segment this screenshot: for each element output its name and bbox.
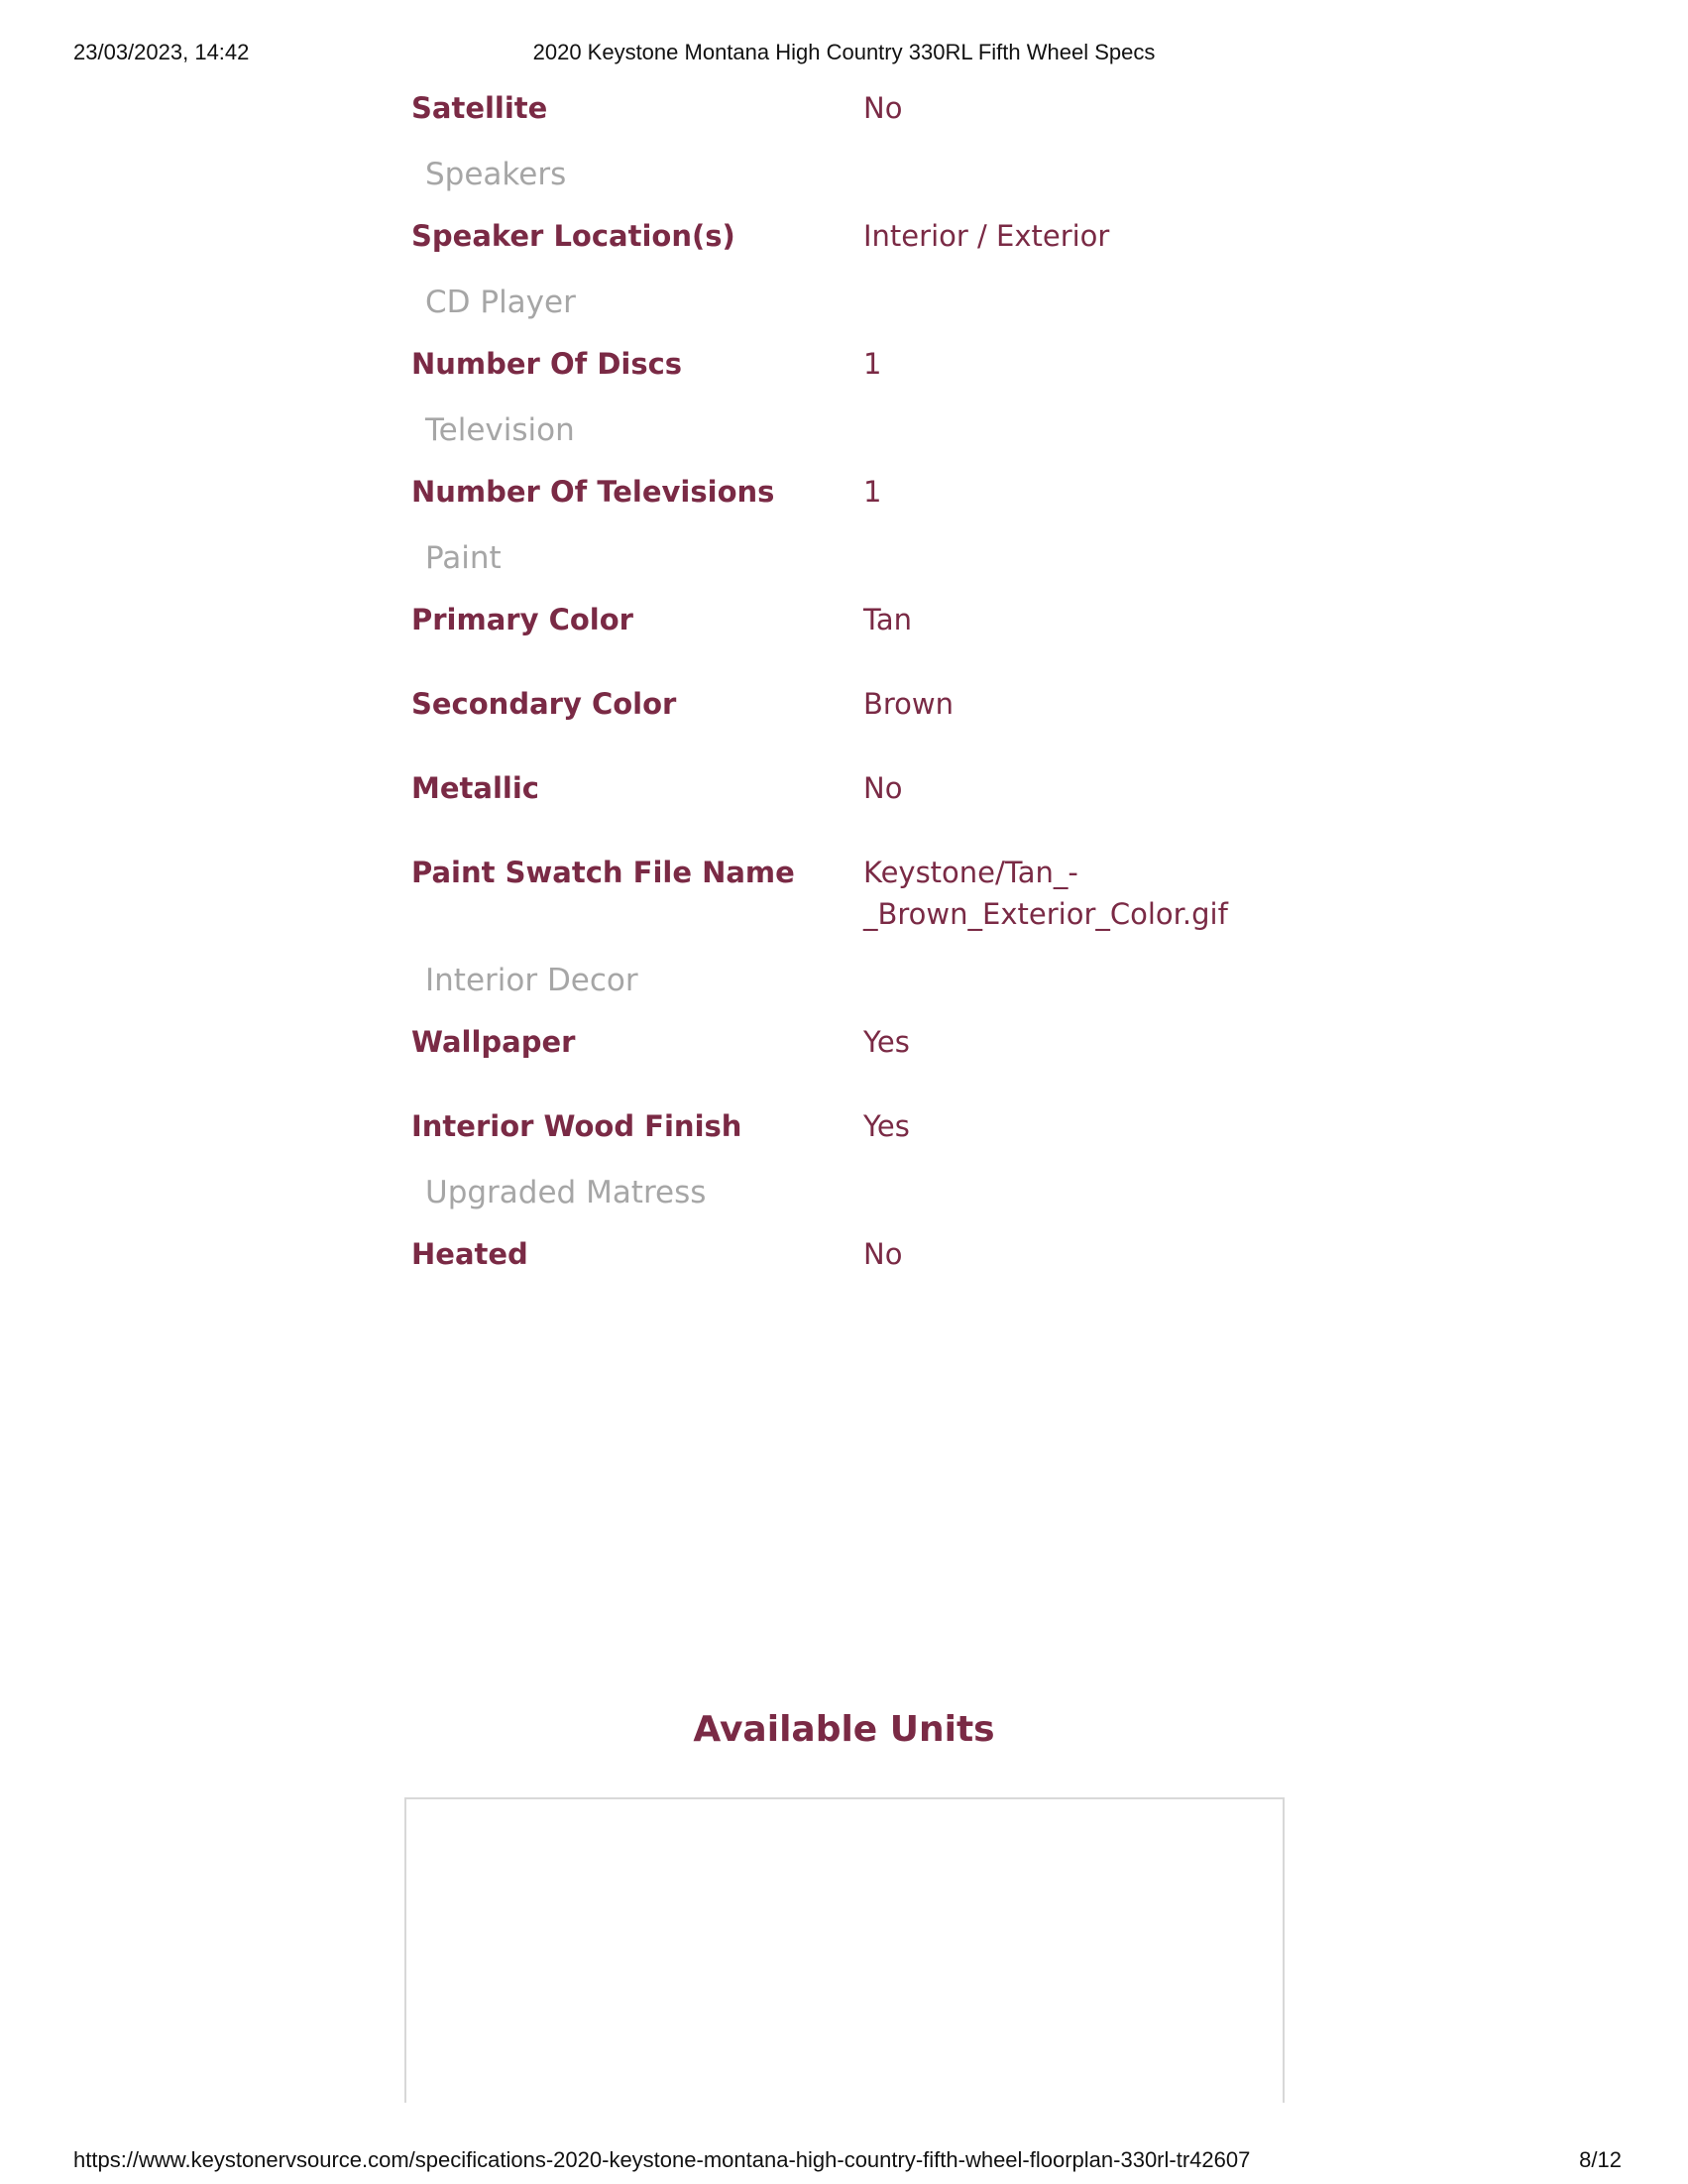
available-units-heading: Available Units bbox=[693, 1709, 995, 1750]
spec-label: Satellite bbox=[411, 91, 548, 125]
print-date: 23/03/2023, 14:42 bbox=[73, 40, 250, 64]
spec-value: No bbox=[863, 91, 903, 125]
spec-value: Yes bbox=[863, 1109, 910, 1143]
section-title-paint: Paint bbox=[425, 540, 502, 576]
spec-value: Yes bbox=[863, 1025, 910, 1059]
spec-row-paint-swatch bbox=[411, 852, 1284, 935]
spec-label: Primary Color bbox=[411, 603, 633, 636]
spec-label: Number Of Discs bbox=[411, 347, 683, 381]
specs-list bbox=[411, 87, 1284, 1275]
spec-row-heated bbox=[411, 1233, 1284, 1275]
spec-label: Wallpaper bbox=[411, 1025, 576, 1059]
spec-label: Metallic bbox=[411, 771, 539, 805]
spec-row-secondary-color bbox=[411, 683, 1284, 725]
page-number: 8/12 bbox=[1579, 2147, 1622, 2172]
print-header bbox=[0, 40, 1688, 69]
spec-row-metallic bbox=[411, 767, 1284, 809]
spec-label: Heated bbox=[411, 1237, 528, 1271]
spec-value bbox=[863, 852, 1284, 935]
spec-label: Paint Swatch File Name bbox=[411, 856, 795, 889]
spec-value-line: _Brown_Exterior_Color.gif bbox=[863, 897, 1228, 931]
spec-label: Number Of Televisions bbox=[411, 475, 775, 509]
spec-value: Tan bbox=[863, 603, 913, 636]
section-title-upgraded-matress: Upgraded Matress bbox=[425, 1175, 707, 1210]
spec-row-primary-color bbox=[411, 599, 1284, 640]
section-title-interior-decor: Interior Decor bbox=[425, 963, 638, 998]
spec-label: Interior Wood Finish bbox=[411, 1109, 742, 1143]
spec-row-speaker-location bbox=[411, 215, 1284, 257]
spec-value: No bbox=[863, 771, 903, 805]
print-url: https://www.keystonervsource.com/specifications-2020-keystone-montana-high-country-fifth-wheel-floorplan-330rl-tr42607 bbox=[73, 2147, 1251, 2172]
spec-label: Speaker Location(s) bbox=[411, 219, 735, 253]
spec-value-line: Keystone/Tan_- bbox=[863, 856, 1078, 889]
spec-row-wallpaper bbox=[411, 1021, 1284, 1063]
spec-value: 1 bbox=[863, 475, 882, 509]
section-title-cd-player: CD Player bbox=[425, 285, 576, 320]
section-title-television: Television bbox=[425, 412, 575, 448]
section-title-speakers: Speakers bbox=[425, 157, 567, 192]
available-units-panel bbox=[404, 1797, 1285, 2103]
spec-value: 1 bbox=[863, 347, 882, 381]
spec-value: Brown bbox=[863, 687, 955, 721]
print-page-title: 2020 Keystone Montana High Country 330RL Fifth Wheel Specs bbox=[532, 40, 1156, 64]
spec-row-number-of-televisions bbox=[411, 471, 1284, 513]
spec-row-interior-wood-finish bbox=[411, 1105, 1284, 1147]
spec-row-satellite bbox=[411, 87, 1284, 129]
spec-value: Interior / Exterior bbox=[863, 219, 1110, 253]
print-footer bbox=[0, 2147, 1688, 2177]
spec-value: No bbox=[863, 1237, 903, 1271]
spec-row-number-of-discs bbox=[411, 343, 1284, 385]
spec-label: Secondary Color bbox=[411, 687, 677, 721]
